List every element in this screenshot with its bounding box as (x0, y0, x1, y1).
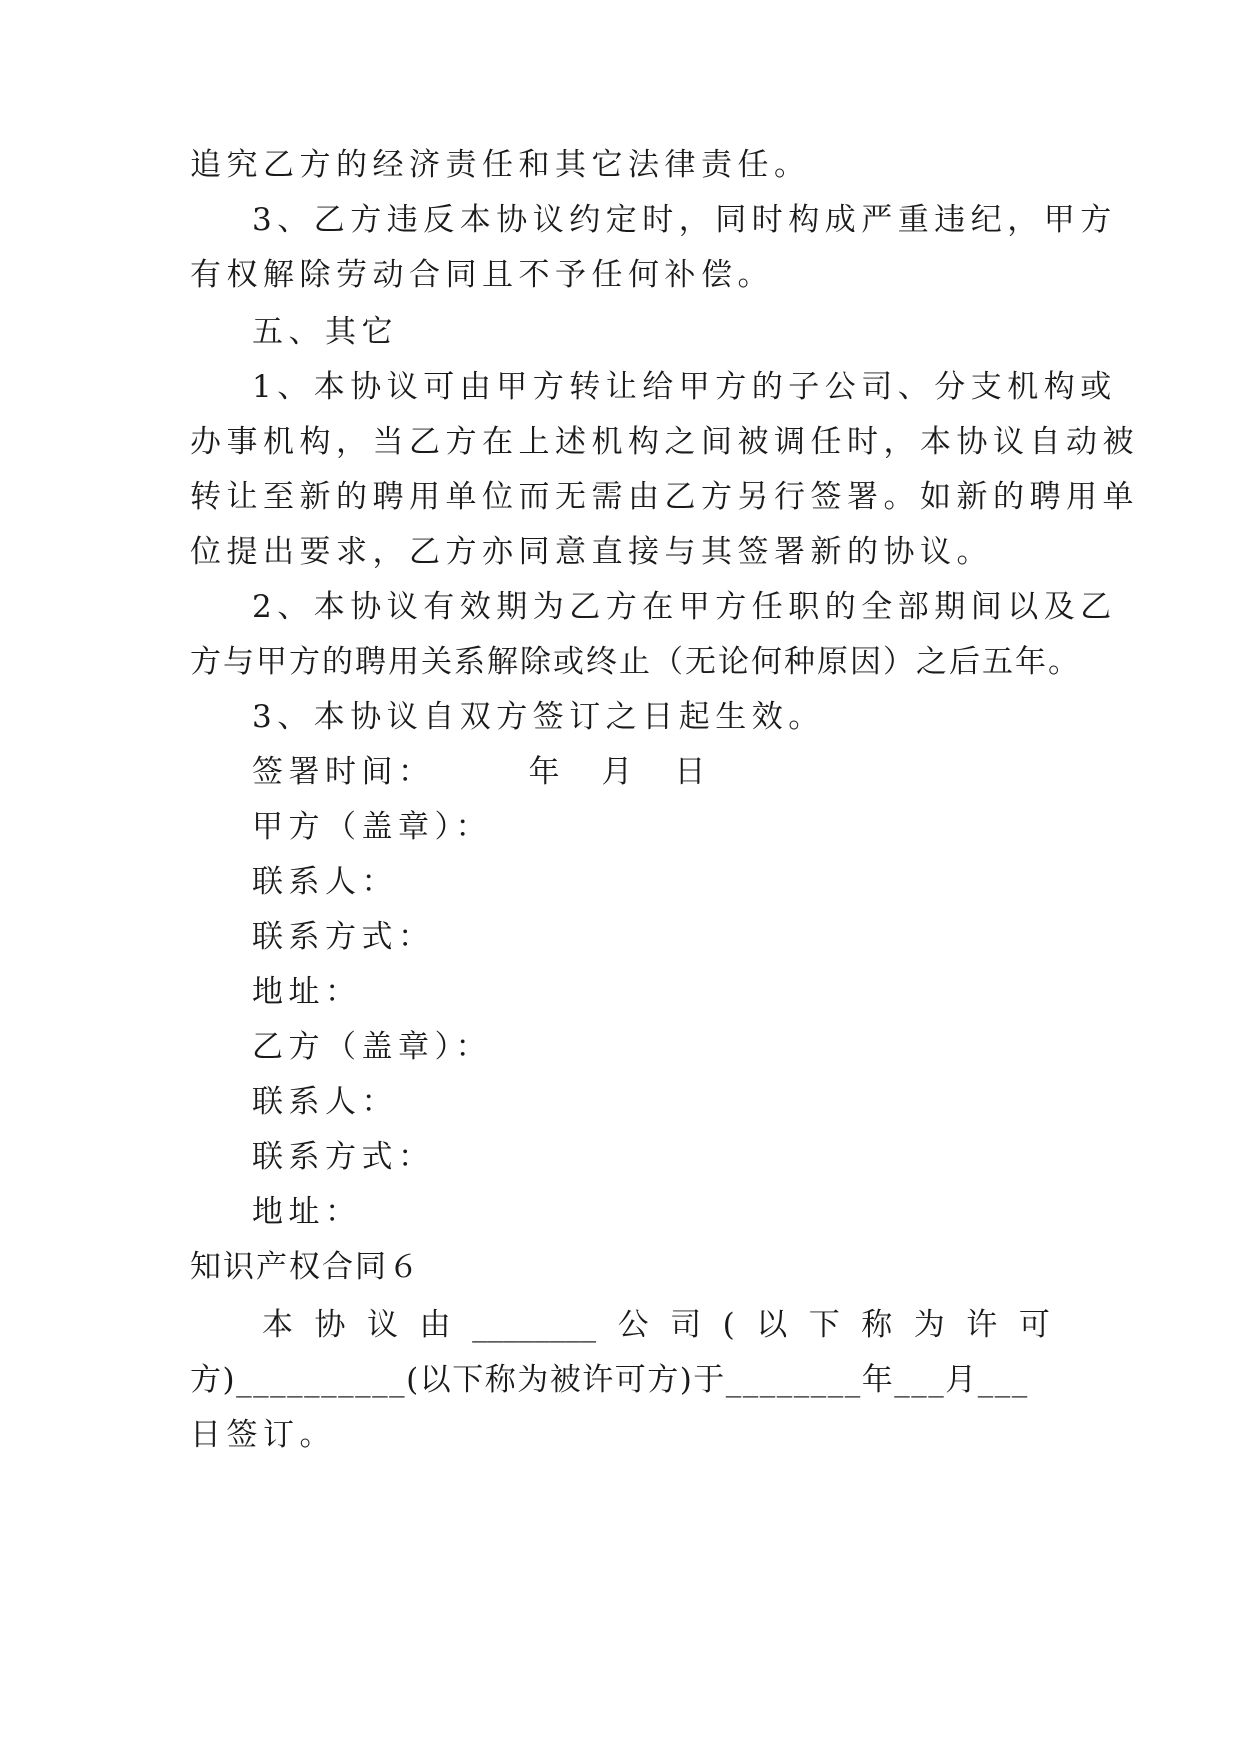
intro-char: 本 (262, 1307, 293, 1343)
party-a-address-label: 地址： (252, 974, 362, 1010)
intro-char: 议 (367, 1307, 399, 1343)
intro-char: 由 (419, 1307, 451, 1343)
paragraph-line: 3、本协议自双方签订之日起生效。 (252, 699, 825, 735)
intro-char: 为 (913, 1307, 945, 1343)
intro-char: 公 (617, 1307, 649, 1343)
intro-char: 协 (314, 1307, 346, 1343)
paragraph-line: 方与甲方的聘用关系解除或终止（无论何种原因）之后五年。 (190, 644, 1081, 680)
intro-char: 许 (966, 1307, 998, 1343)
intro-char: 可 (1018, 1307, 1050, 1343)
intro-line-2: 方)__________(以下称为被许可方)于________年___月___ (190, 1362, 1029, 1398)
company-blank: ________ (472, 1307, 597, 1343)
signature-date-line: 签署时间： 年 月 日 (252, 754, 711, 790)
party-b-address-label: 地址： (252, 1194, 362, 1230)
paragraph-line: 有权解除劳动合同且不予任何补偿。 (190, 257, 774, 293)
intro-char: 以 (756, 1307, 788, 1343)
paragraph-line: 位提出要求，乙方亦同意直接与其签署新的协议。 (190, 534, 993, 570)
intro-char: 司 (670, 1307, 702, 1343)
party-a-seal-label: 甲方（盖章）： (252, 809, 492, 845)
party-b-contact-label: 联系人： (252, 1084, 398, 1120)
party-a-contact-method-label: 联系方式： (252, 919, 435, 955)
intro-line-1 (262, 1305, 1050, 1345)
party-b-seal-label: 乙方（盖章）： (252, 1029, 492, 1065)
paragraph-line: 3、乙方违反本协议约定时，同时构成严重违纪，甲方 (252, 202, 1117, 238)
paragraph-line: 追究乙方的经济责任和其它法律责任。 (190, 147, 811, 183)
paragraph-line: 办事机构，当乙方在上述机构之间被调任时，本协议自动被 (190, 424, 1139, 460)
intro-char: 称 (861, 1307, 893, 1343)
section-title: 知识产权合同６ (190, 1249, 421, 1285)
paragraph-line: 1、本协议可由甲方转让给甲方的子公司、分支机构或 (252, 369, 1117, 405)
paragraph-line: 转让至新的聘用单位而无需由乙方另行签署。如新的聘用单 (190, 479, 1139, 515)
intro-char: ( (722, 1307, 735, 1343)
section-heading: 五、其它 (252, 314, 398, 350)
intro-char: 下 (808, 1307, 840, 1343)
paragraph-line: 2、本协议有效期为乙方在甲方任职的全部期间以及乙 (252, 589, 1117, 625)
intro-line-3: 日签订。 (190, 1417, 336, 1453)
party-b-contact-method-label: 联系方式： (252, 1139, 435, 1175)
party-a-contact-label: 联系人： (252, 864, 398, 900)
